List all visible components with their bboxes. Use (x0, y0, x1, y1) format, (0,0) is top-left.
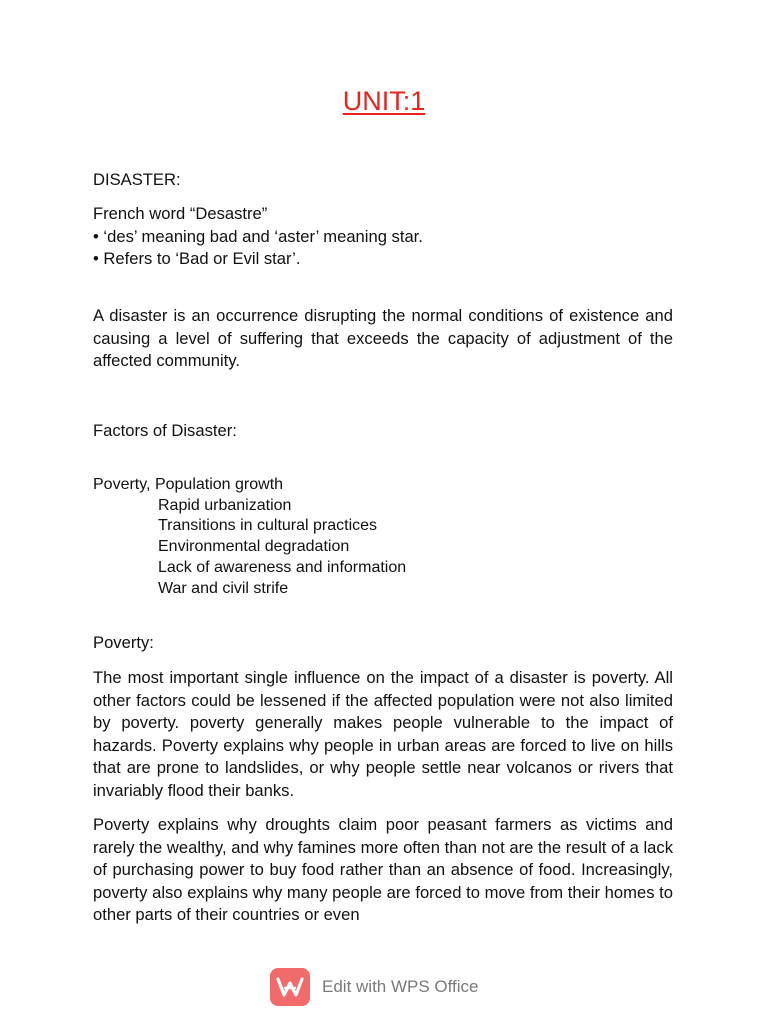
origin-bullet: • ‘des’ meaning bad and ‘aster’ meaning star. (93, 226, 423, 246)
factor-item: Rapid urbanization (158, 496, 292, 514)
factor-item: War and civil strife (158, 579, 289, 597)
disaster-definition: A disaster is an occurrence disrupting the normal conditions of existence and causing a level of suffering that exceeds the capacity of adjustment of the affected community. (93, 306, 673, 371)
poverty-paragraph-2: Poverty explains why droughts claim poor peasant farmers as victims and rarely the wealthy, and why famines more often than not are the result of a lack of purchasing power to buy food rather than an absence of food. Increasingly, poverty also explains why many people are forced to move from their homes to other parts of their countries or even (93, 815, 673, 925)
poverty-paragraph-1: The most important single influence on the impact of a disaster is poverty. All other factors could be lessened if the affected population were not also limited by poverty. poverty generally makes people vulnerable to the impact of hazards. Poverty explains why people in urban areas are forced to live on hills that are prone to landslides, or why people settle near volcanos or rivers that invariably flood their banks. (93, 668, 673, 800)
disaster-origin (93, 203, 673, 271)
poverty-heading: Poverty: (93, 633, 154, 652)
wps-edit-banner[interactable] (270, 968, 479, 1006)
origin-bullet: • Refers to ‘Bad or Evil star’. (93, 249, 301, 269)
factors-heading: Factors of Disaster: (93, 421, 237, 440)
origin-line: French word “Desastre” (93, 204, 268, 223)
wps-office-logo-icon (270, 968, 310, 1006)
factor-item: Environmental degradation (158, 538, 350, 556)
factor-item: Transitions in cultural practices (158, 517, 378, 535)
factors-list (93, 475, 406, 599)
factor-item: Poverty, Population growth (93, 476, 284, 493)
factor-item: Lack of awareness and information (158, 558, 407, 576)
page-title: UNIT:1 (342, 86, 426, 116)
wps-edit-label[interactable]: Edit with WPS Office (322, 977, 479, 996)
disaster-heading: DISASTER: (93, 170, 181, 189)
